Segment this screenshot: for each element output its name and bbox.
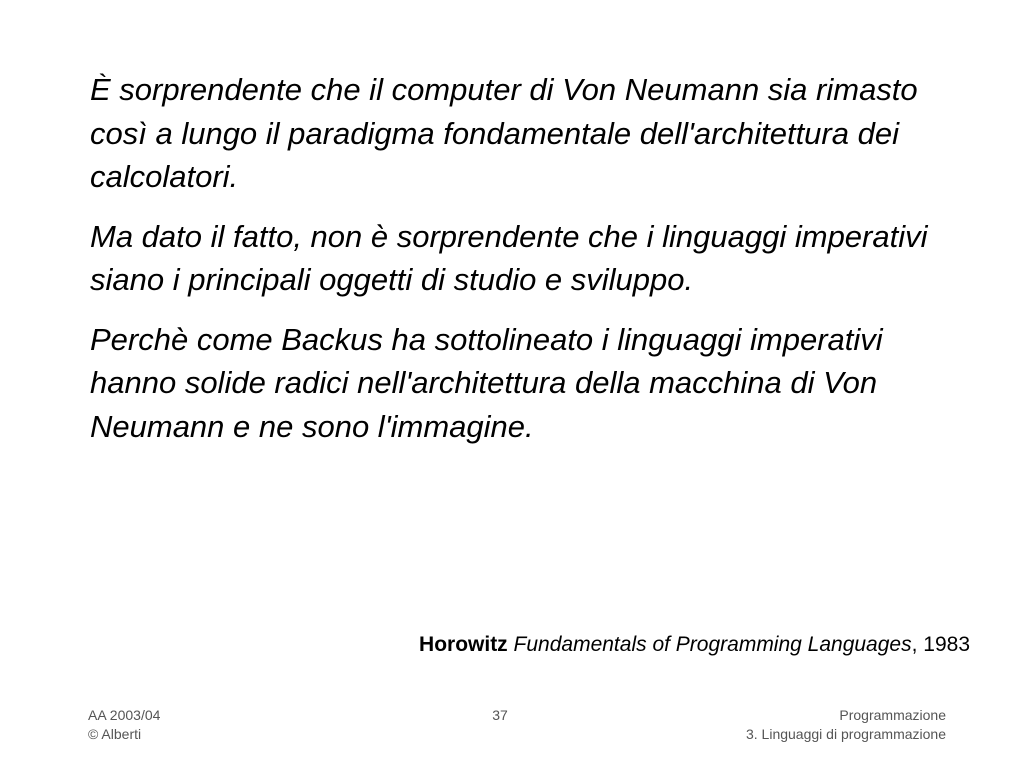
citation-author: Horowitz [419,633,508,656]
footer-copyright: © Alberti [88,726,142,742]
footer-course-title: Programmazione [839,707,946,723]
quote-paragraph-1: È sorprendente che il computer di Von Neumann sia rimasto così a lungo il paradigma fondamentale dell'architettura dei calcolatori. [90,72,918,194]
citation [419,630,970,660]
footer-chapter-title: 3. Linguaggi di programmazione [745,726,946,742]
quote-paragraph-2: Ma dato il fatto, non è sorprendente che i linguaggi imperativi siano i principali oggetti di studio e sviluppo. [90,218,928,297]
footer-left [88,706,160,744]
footer-academic-year: AA 2003/04 [88,707,161,723]
footer-page-number: 37 [492,707,508,723]
quote-paragraph-3: Perchè come Backus ha sottolineato i linguaggi imperativi hanno solide radici nell'architettura della macchina di Von Neumann e ne sono l'immagine. [90,321,883,444]
footer-right [746,706,946,744]
quote-block [90,68,950,448]
citation-book-title: Fundamentals of Programming Languages [513,633,912,656]
citation-year: , 1983 [911,633,970,656]
